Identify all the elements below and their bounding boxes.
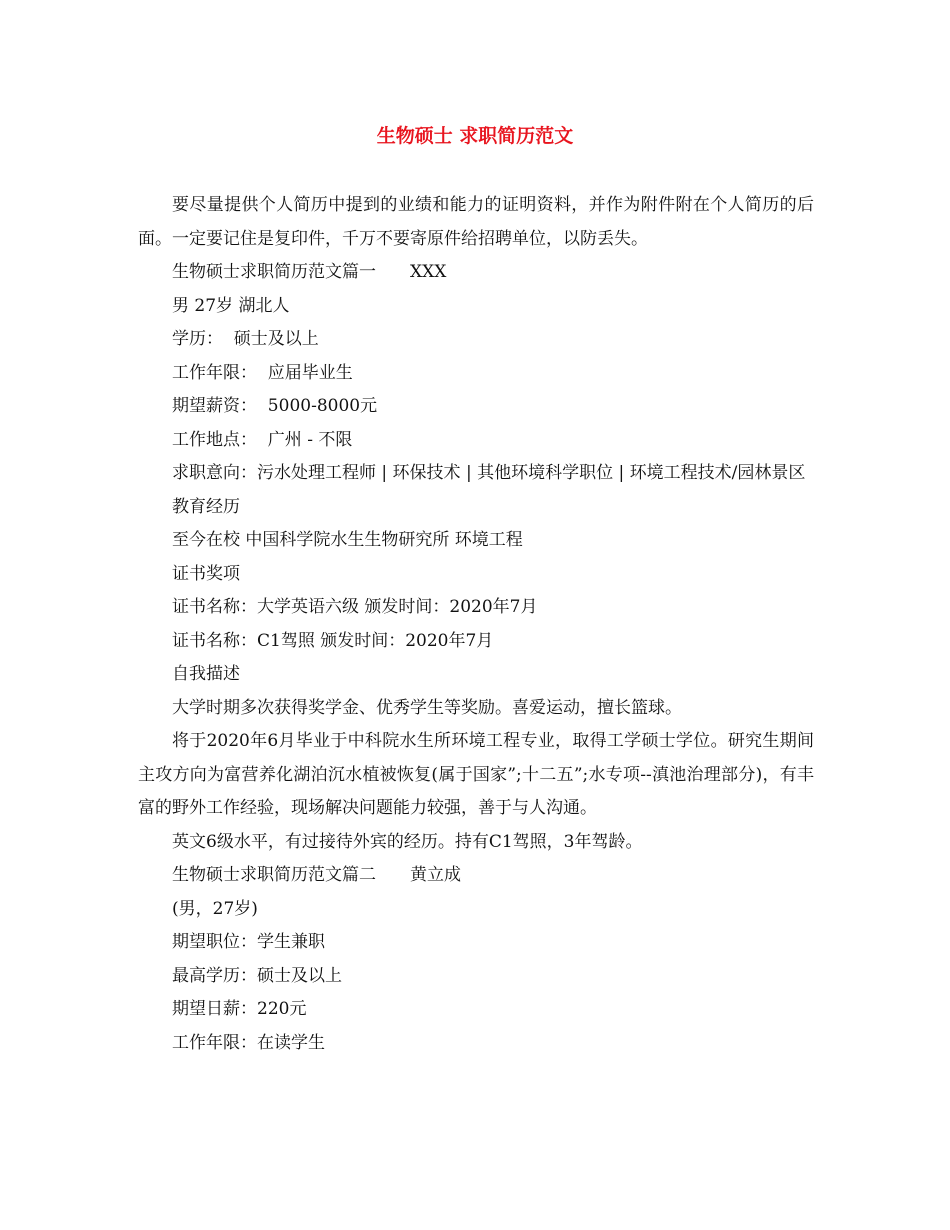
document-body <box>138 189 814 1060</box>
resume-one-work-years: 工作年限： 应届毕业生 <box>172 362 353 383</box>
education-entry: 至今在校 中国科学院水生生物研究所 环境工程 <box>172 530 523 550</box>
document-title: 生物硕士 求职简历范文 <box>376 125 574 147</box>
resume-two-daily-wage: 期望日薪：220元 <box>172 999 307 1019</box>
resume-two-expected-position: 期望职位：学生兼职 <box>172 932 325 952</box>
resume-two-heading: 生物硕士求职简历范文篇二 黄立成 <box>172 865 461 885</box>
self-description-paragraph: 大学时期多次获得奖学金、优秀学生等奖励。喜爱运动，擅长篮球。 <box>172 697 682 718</box>
resume-two-work-years: 工作年限：在读学生 <box>172 1032 325 1053</box>
resume-one-job-intention: 求职意向：污水处理工程师 | 环保技术 | 其他环境科学职位 | 环境工程技术/园林景区 <box>172 463 806 483</box>
resume-one-basic-info: 男 27岁 湖北人 <box>172 295 290 316</box>
certificate-entry: 证书名称：大学英语六级 颁发时间：2020年7月 <box>172 597 538 617</box>
resume-one-work-location: 工作地点： 广州 - 不限 <box>172 429 353 450</box>
resume-one-heading: 生物硕士求职简历范文篇一 XXX <box>172 262 447 282</box>
resume-one-expected-salary: 期望薪资： 5000-8000元 <box>172 396 378 416</box>
certificate-entry: 证书名称：C1驾照 颁发时间：2020年7月 <box>172 630 494 651</box>
section-heading-certificates: 证书奖项 <box>172 563 240 584</box>
resume-one-education-level: 学历： 硕士及以上 <box>172 329 319 349</box>
resume-two-basic-info: (男，27岁) <box>172 898 258 919</box>
section-heading-education: 教育经历 <box>172 496 240 517</box>
self-description-paragraph: 将于2020年6月毕业于中科院水生所环境工程专业，取得工学硕士学位。研究生期间主攻方向为富营养化湖泊沉水植被恢复(属于国家”;十二五”;水专项--滇池治理部分)，有丰富的野外工作经验，现场解决问题能力较强，善于与人沟通。 <box>138 731 814 818</box>
resume-two-education-level: 最高学历：硕士及以上 <box>172 965 342 986</box>
self-description-paragraph: 英文6级水平，有过接待外宾的经历。持有C1驾照，3年驾龄。 <box>172 831 643 852</box>
section-heading-self-description: 自我描述 <box>172 664 240 684</box>
paragraph-intro: 要尽量提供个人简历中提到的业绩和能力的证明资料，并作为附件附在个人简历的后面。一定要记住是复印件，千万不要寄原件给招聘单位，以防丢失。 <box>138 195 814 249</box>
